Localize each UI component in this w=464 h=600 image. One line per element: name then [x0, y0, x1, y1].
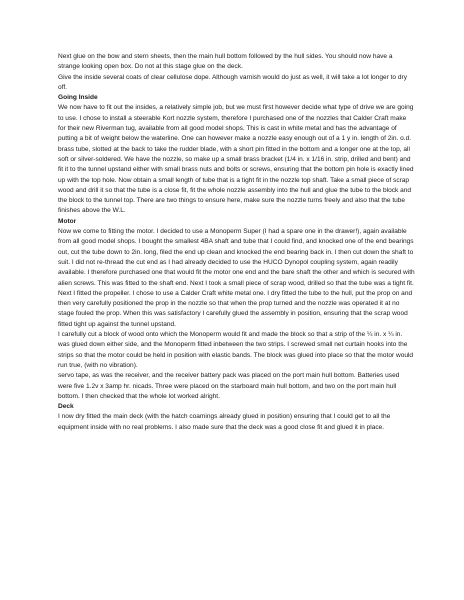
motor-paragraph-2: I carefully cut a block of wood onto which the Monoperm would fit and made the block so that a strip of the ¼ in. x ¼ in. was glued down either side, and the Monoperm fitted inbetween the two strips. I screwed small net curtain hooks into the strips so that the motor could be held in position with elastic bands. The block was glued into place so that the motor would run true, (with no vibration).: [58, 331, 414, 369]
section-heading-going-inside: Going Inside: [58, 94, 98, 102]
section-heading-deck: Deck: [58, 403, 74, 411]
motor-paragraph-1: Now we come to fitting the motor. I decided to use a Monoperm Super (I had a spare one in the drawer!), again available from all good model shops. I bought the smallest 4BA shaft and tube that I could find, and knocked one of the end bearings out, cut the tube down to 2in. long, filed the end up clean and knocked the end bearing back in. I then cut down the shaft to suit. I did not re-thread the cut end as I had already decided to use the HUCO Dynopol coupling system, again readily available. I therefore purchased one that would fit the motor one end and the bare shaft the other and which is secured with alien screws. This was fitted to the shaft end. Next I took a small piece of scrap wood, drilled so that the tube was a tight fit. Next I fitted the propeller. I chose to use a Calder Craft white metal one. I dry fitted the tube to the hull, put the prop on and then very carefully positioned the prop in the nozzle so that when the prop turned and the nozzle was operated it at no stage fouled the prop. When this was satisfactory I carefully glued the assembly in position, ensuring that the scrap wood fitted tight up against the tunnel upstand.: [58, 228, 415, 328]
going-inside-paragraph: We now have to fit out the insides, a relatively simple job, but we must first however decide what type of drive we are going to use. I chose to install a steerable Kort nozzle system, therefore I purchased one of the nozzles that Calder Craft make for their new Riverman tug, available from all good model shops. This is cast in white metal and has the advantage of putting a bit of weight below the waterline. One can however make a nozzle easy enough out of a 1 y in. length of 2in. o.d. brass tube, slotted at the back to take the rudder blade, with a short pin fitted in the bottom and a longer one at the top, all soft or silver-soldered. We have the nozzle, so make up a small brass bracket (1/4 in. x 1/16 in. strip, drilled and bent) and fit it to the tunnel upstand either with small brass nuts and bolts or screws, ensuring that the bottom pin hole is exactly lined up with the top hole. Now obtain a small length of tube that is a tight fit in the nozzle top shaft. Take a small piece of scrap wood and drill it so that the tube is a close fit, fit the whole nozzle assembly into the hull and glue the tube to the block and the block to the tunnel top. There are two things to ensure here, make sure the nozzle turns freely and also that the tube finishes above the W.L.: [58, 104, 414, 215]
document-page: [58, 52, 415, 433]
section-heading-motor: Motor: [58, 217, 77, 225]
deck-paragraph: I now dry fitted the main deck (with the hatch coamings already glued in position) ensuring that I could get to all the equipment inside with no real problems. I also made sure that the deck was a good close fit and glued it in place.: [58, 413, 391, 431]
motor-paragraph-3: servo tape, as was the receiver, and the receiver battery pack was placed on the port main hull bottom. Batteries used were five 1.2v x 3amp hr. nicads. Three were placed on the starboard main hull bottom, and two on the port main hull bottom. I then checked that the whole lot worked alright.: [58, 372, 400, 400]
intro-paragraph: Next glue on the bow and stern sheets, then the main hull bottom followed by the hull sides. You should now have a strange looking open box. Do not at this stage glue on the deck.: [58, 53, 393, 71]
intro-paragraph-dope: Give the inside several coats of clear cellulose dope. Although varnish would do just as well, it will take a lot longer to dry off.: [58, 73, 407, 91]
